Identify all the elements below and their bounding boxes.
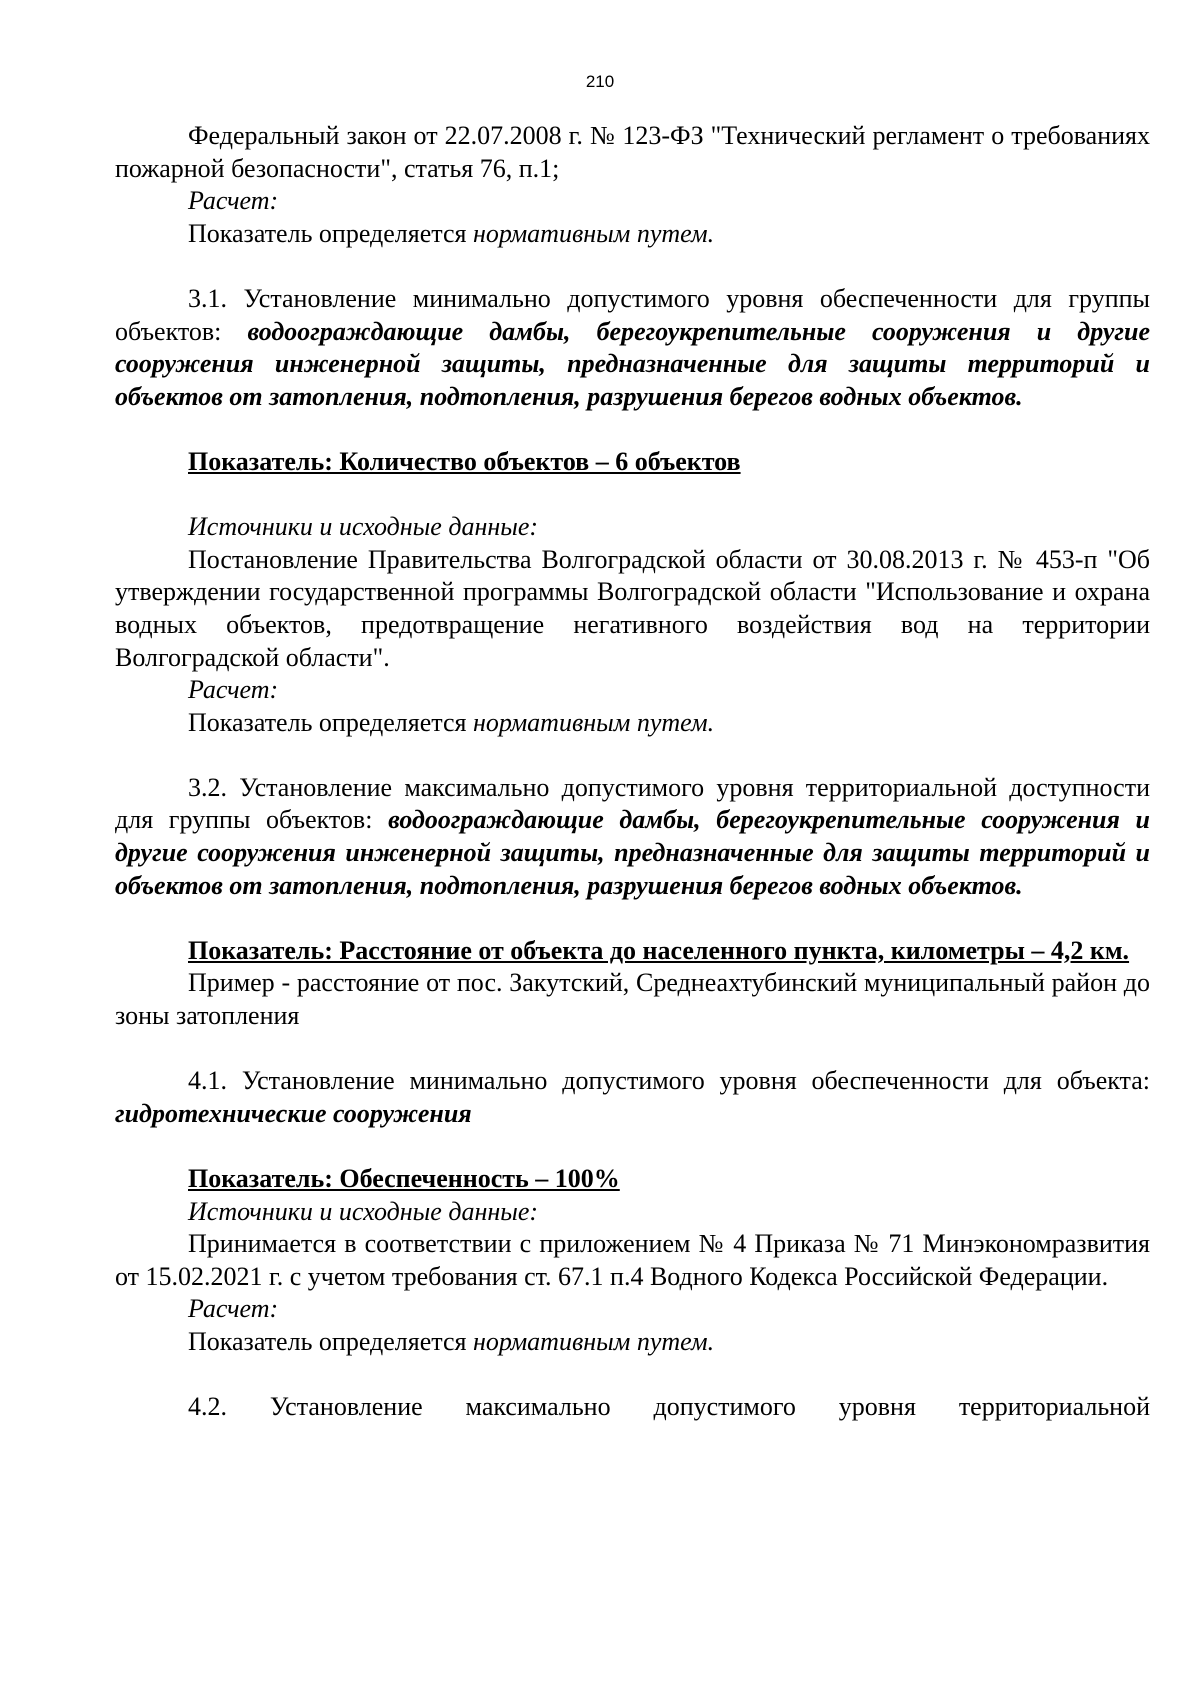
section-4-1-paragraph <box>115 1065 1150 1130</box>
calc-method: нормативным путем. <box>472 218 715 248</box>
calc-paragraph <box>115 218 1150 251</box>
document-body <box>115 120 1150 1424</box>
section-3-1-indicator-line <box>115 446 1150 479</box>
section-3-1-calc-label: Расчет: <box>188 675 279 705</box>
section-3-2-indicator-line <box>115 935 1150 968</box>
spacer <box>115 739 1150 772</box>
section-4-1-calc-method: нормативным путем. <box>472 1326 715 1356</box>
spacer <box>115 1359 1150 1392</box>
section-3-1-calc-method: нормативным путем. <box>472 707 715 737</box>
section-3-1-indicator: Показатель: Количество объектов – 6 объектов <box>188 446 741 476</box>
page-number: 210 <box>585 72 615 91</box>
spacer <box>115 413 1150 446</box>
section-3-1-calc-paragraph <box>115 707 1150 740</box>
section-4-1-objects: гидротехнические сооружения <box>115 1098 472 1128</box>
section-4-1-calc-text: Показатель определяется <box>188 1326 473 1356</box>
section-4-1-sources-text: Принимается в соответствии с приложением № 4 Приказа № 71 Минэкономразвития от 15.02.2021 г. с учетом требования ст. 67.1 п.4 Водного Кодекса Российской Федерации. <box>115 1229 1150 1291</box>
section-3-1-sources-label: Источники и исходные данные: <box>188 512 539 542</box>
calc-text: Показатель определяется <box>188 218 473 248</box>
spacer <box>115 250 1150 283</box>
section-3-2-indicator: Показатель: Расстояние от объекта до населенного пункта, километры – 4,2 км. <box>188 935 1130 965</box>
section-3-2-objects: водоограждающие дамбы, берегоукрепительные сооружения и другие сооружения инженерной защиты, предназначенные для защиты территорий и объектов от затопления, подтопления, разрушения берегов водных объектов. <box>115 805 1150 900</box>
section-4-1-intro: 4.1. Установление минимально допустимого уровня обеспеченности для объекта: <box>188 1066 1150 1096</box>
law-reference: Федеральный закон от 22.07.2008 г. № 123-ФЗ "Технический регламент о требованиях пожарной безопасности", статья 76, п.1; <box>115 121 1150 183</box>
calc-label: Расчет: <box>188 186 279 216</box>
section-4-1-indicator-line <box>115 1163 1150 1196</box>
spacer <box>115 902 1150 935</box>
section-4-1-indicator: Показатель: Обеспеченность – 100% <box>188 1164 620 1193</box>
section-4-2-intro: 4.2. Установление максимально допустимого уровня территориальной <box>188 1392 1150 1422</box>
section-3-2-paragraph <box>115 772 1150 902</box>
spacer <box>115 1130 1150 1163</box>
section-3-1-intro: 3.1. Установление минимально допустимого уровня обеспеченности для группы объектов: <box>115 283 1150 346</box>
section-3-1-paragraph <box>115 283 1150 413</box>
section-4-1-sources-label: Источники и исходные данные: <box>188 1196 539 1226</box>
section-3-1-sources-text: Постановление Правительства Волгоградской области от 30.08.2013 г. № 453-п "Об утверждении государственной программы Волгоградской области "Использование и охрана водных объектов, предотвращение негативного воздействия вод на территории Волгоградской области". <box>115 544 1150 672</box>
spacer <box>115 1033 1150 1066</box>
section-4-1-calc-label: Расчет: <box>188 1294 279 1324</box>
section-4-1-calc-paragraph <box>115 1326 1150 1359</box>
section-3-2-intro: 3.2. Установление максимально допустимого уровня территориальной доступности для группы объектов: <box>115 772 1150 835</box>
section-3-1-objects: водоограждающие дамбы, берегоукрепительные сооружения и другие сооружения инженерной защиты, предназначенные для защиты территорий и объектов от затопления, подтопления, разрушения берегов водных объектов. <box>115 316 1151 411</box>
spacer <box>115 479 1150 512</box>
section-3-2-example: Пример - расстояние от пос. Закутский, Среднеахтубинский муниципальный район до зоны затопления <box>115 968 1150 1031</box>
section-3-1-calc-text: Показатель определяется <box>188 707 473 737</box>
